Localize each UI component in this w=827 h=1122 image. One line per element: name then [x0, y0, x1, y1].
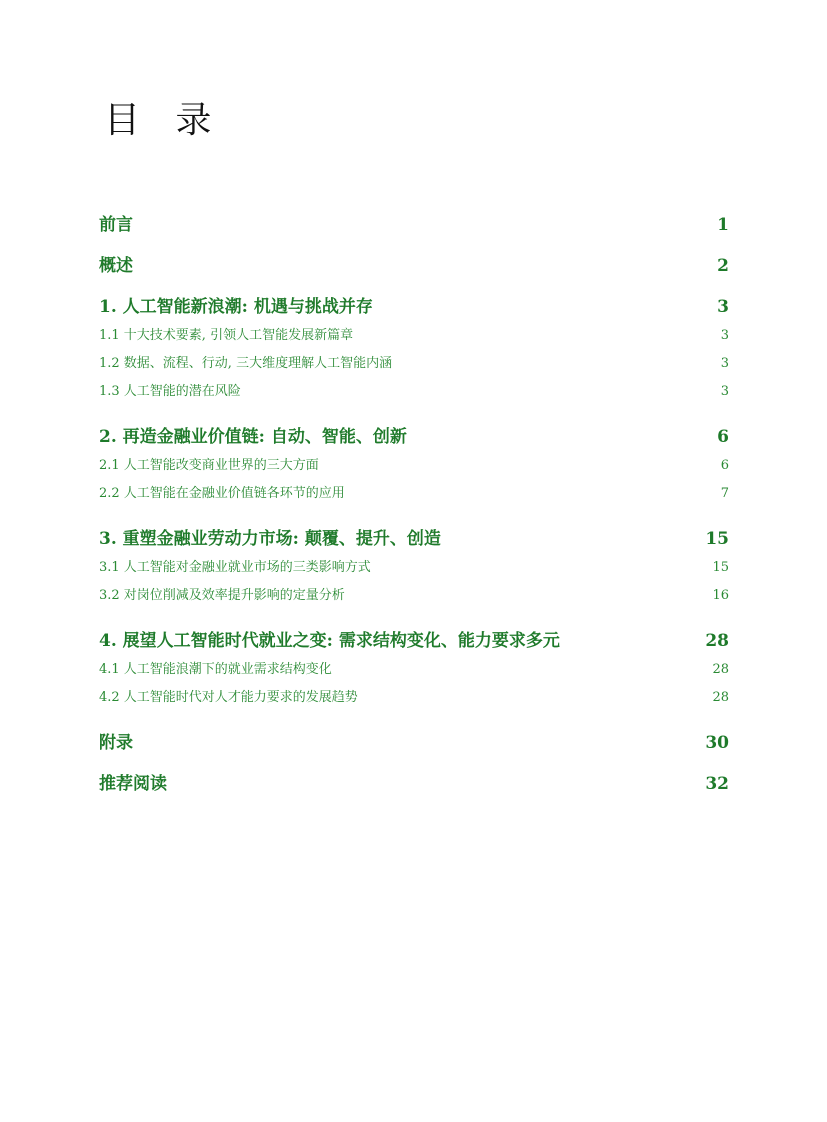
toc-entry-label: 概述 [99, 256, 133, 276]
toc-entry-label: 附录 [99, 733, 133, 753]
toc-entry-page: 6 [717, 427, 729, 447]
toc-entry-label: 4. 展望人工智能时代就业之变: 需求结构变化、能力要求多元 [99, 631, 560, 651]
toc-entry-label: 2.1 人工智能改变商业世界的三大方面 [99, 458, 319, 473]
toc-entry-page: 3 [720, 328, 729, 343]
toc-entry-recommended-reading[interactable] [99, 769, 729, 799]
toc-entry-page: 2 [717, 256, 729, 276]
toc-entry-label: 3. 重塑金融业劳动力市场: 颠覆、提升、创造 [99, 529, 441, 549]
toc-section[interactable] [99, 452, 729, 480]
toc-entry-label: 1.3 人工智能的潜在风险 [99, 384, 241, 399]
toc-entry-page: 16 [712, 588, 729, 603]
toc-chapter-4[interactable] [99, 626, 729, 656]
toc-chapter-3[interactable] [99, 524, 729, 554]
toc-entry-page: 15 [705, 529, 729, 549]
toc-entry-page: 28 [712, 690, 729, 705]
toc-section[interactable] [99, 480, 729, 508]
toc-entry-page: 6 [720, 458, 729, 473]
toc-entry-label: 2.2 人工智能在金融业价值链各环节的应用 [99, 486, 345, 501]
toc-entry-label: 1.2 数据、流程、行动, 三大维度理解人工智能内涵 [99, 356, 393, 371]
toc-section[interactable] [99, 554, 729, 582]
toc-entry-page: 30 [705, 733, 729, 753]
toc-section[interactable] [99, 684, 729, 712]
toc-entry-label: 推荐阅读 [99, 774, 167, 794]
toc-entry-page: 15 [712, 560, 729, 575]
toc-entry-page: 7 [720, 486, 729, 501]
toc-entry-label: 4.2 人工智能时代对人才能力要求的发展趋势 [99, 690, 358, 705]
toc-section[interactable] [99, 656, 729, 684]
toc-entry-label: 1.1 十大技术要素, 引领人工智能发展新篇章 [99, 328, 354, 343]
toc-entry-label: 2. 再造金融业价值链: 自动、智能、创新 [99, 427, 407, 447]
toc-entry-page: 28 [705, 631, 729, 651]
toc-entry-label: 前言 [99, 215, 133, 235]
toc-entry-label: 4.1 人工智能浪潮下的就业需求结构变化 [99, 662, 332, 677]
toc-entry[interactable] [99, 251, 729, 281]
toc-section[interactable] [99, 582, 729, 610]
toc-chapter-2[interactable] [99, 422, 729, 452]
toc-section[interactable] [99, 350, 729, 378]
toc-chapter-1[interactable] [99, 292, 729, 322]
toc-entry-page: 32 [705, 774, 729, 794]
toc-section[interactable] [99, 378, 729, 406]
toc-entry-label: 3.2 对岗位削减及效率提升影响的定量分析 [99, 588, 345, 603]
toc-entry[interactable] [99, 210, 729, 240]
toc-entry-label: 1. 人工智能新浪潮: 机遇与挑战并存 [99, 297, 373, 317]
toc-entry-label: 3.1 人工智能对金融业就业市场的三类影响方式 [99, 560, 371, 575]
toc-section[interactable] [99, 322, 729, 350]
toc-entry-page: 3 [720, 356, 729, 371]
toc-entry-page: 3 [720, 384, 729, 399]
toc-entry-page: 1 [717, 215, 729, 235]
toc-entry-page: 28 [712, 662, 729, 677]
page-title: 目 录 [104, 100, 224, 141]
toc-entry-page: 3 [717, 297, 729, 317]
toc-entry-appendix[interactable] [99, 728, 729, 758]
table-of-contents [99, 210, 729, 799]
